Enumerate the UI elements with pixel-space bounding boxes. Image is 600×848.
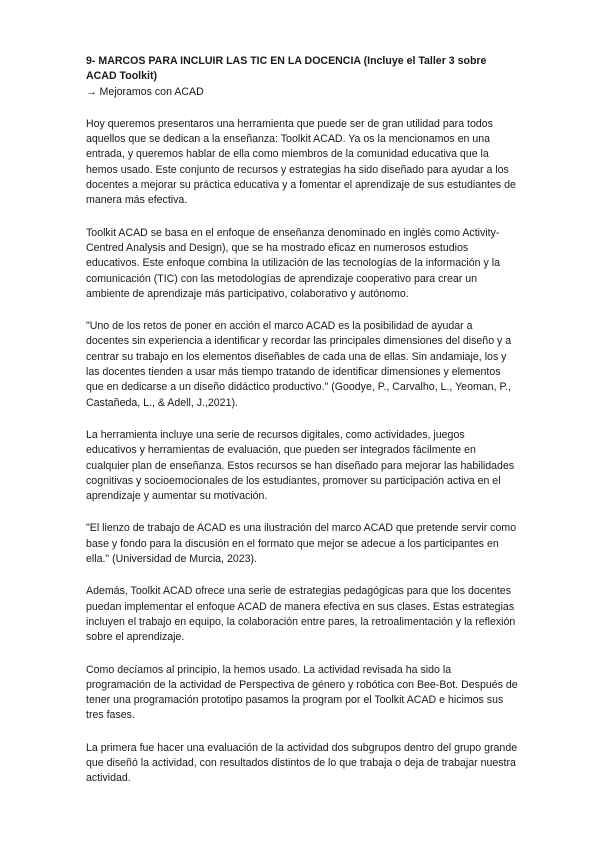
section-title: 9- MARCOS PARA INCLUIR LAS TIC EN LA DOCENCIA (Incluye el Taller 3 sobre ACAD Toolkit) [86,55,487,83]
paragraph-usage: Como decíamos al principio, la hemos usado. La actividad revisada ha sido la programación de la actividad de Perspectiva de género y robótica con Bee-Bot. Después de tener una programación prototipo pasamos la program por el Toolkit ACAD e hicimos sus tres fases. [86,663,518,722]
paragraph-approach: Toolkit ACAD se basa en el enfoque de enseñanza denominado en inglés como Activity-Centred Analysis and Design), que se ha mostrado eficaz en numerosos estudios educativos. Este enfoque combina la utilización de las tecnologías de la información y la comunicación (TIC) con las metodologías de aprendizaje cooperativo para crear un ambiente de aprendizaje más participativo, colaborativo y autónomo. [86,226,500,300]
document-page [86,54,518,804]
paragraph-first-phase: La primera fue hacer una evaluación de la actividad dos subgrupos dentro del grupo grande que diseñó la actividad, con resultados distintos de lo que trabaja o deja de trabajar nuestra actividad. [86,741,518,785]
paragraph-quote-murcia: "El lienzo de trabajo de ACAD es una ilustración del marco ACAD que pretende servir como base y fondo para la discusión en el formato que mejor se adecue a los participantes en ella." (Universidad de Murcia, 2023). [86,522,517,566]
paragraph-resources: La herramienta incluye una serie de recursos digitales, como actividades, juegos educativos y herramientas de evaluación, que pueden ser integrados fácilmente en cualquier plan de enseñanza. Estos recursos se han diseñado para mejorar las habilidades cognitivas y socioemocionales de los estudiantes, promover su participación activa en el aprendizaje y aumentar su motivación. [86,428,515,503]
paragraph-strategies: Además, Toolkit ACAD ofrece una serie de estrategias pedagógicas para que los docentes puedan implementar el enfoque ACAD de manera efectiva en sus clases. Estas estrategias incluyen el trabajo en equipo, la colaboración entre pares, la retroalimentación y la reflexión sobre el aprendizaje. [86,585,516,644]
section-subtitle: → Mejoramos con ACAD [86,85,204,98]
paragraph-quote-goodyear: "Uno de los retos de poner en acción el marco ACAD es la posibilidad de ayudar a docentes sin experiencia a identificar y recordar las principales dimensiones del diseño y a centrar su trabajo en los elementos diseñables de cada una de ellas. Sin andamiaje, los y las docentes tienden a usar más tiempo tratando de identificar dimensiones y elementos que en dedicarse a un diseño didáctico productivo." (Goodye, P., Carvalho, L., Yeoman, P., Castañeda, L., & Adell, J.,2021). [86,320,512,409]
paragraph-intro: Hoy queremos presentaros una herramienta que puede ser de gran utilidad para todos aquellos que se dedican a la enseñanza: Toolkit ACAD. Ya os la mencionamos en una entrada, y queremos hablar de ella como miembros de la comunidad educativa que la hemos usado. Este conjunto de recursos y estrategias ha sido diseñado para ayudar a los docentes a mejorar su práctica educativa y a fomentar el aprendizaje de sus estudiantes de manera más efectiva. [86,117,516,207]
